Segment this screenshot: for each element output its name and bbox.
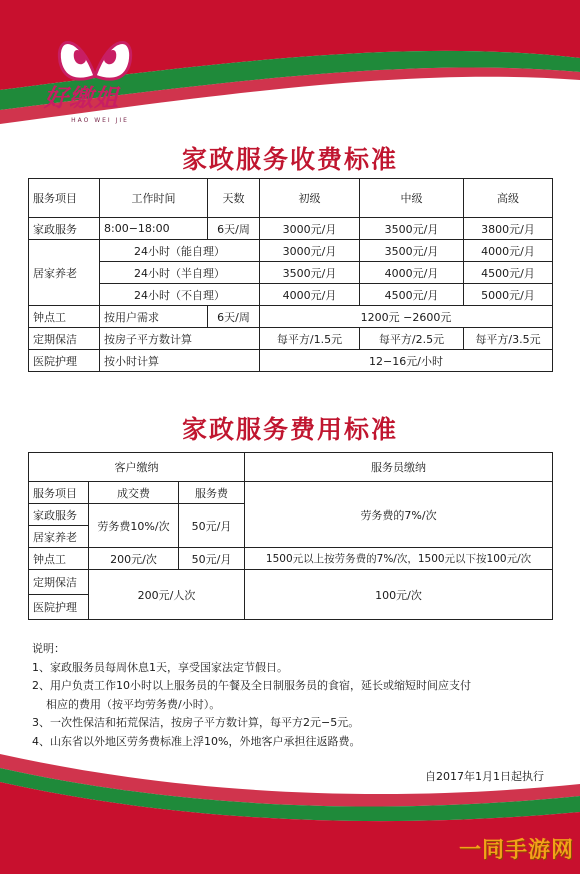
subheader-service-item: 服务项目 [29, 482, 89, 504]
header-service-item: 服务项目 [29, 179, 100, 218]
table-row [29, 218, 553, 240]
cell-item: 医院护理 [29, 350, 100, 372]
cell-price-senior: 4000元/月 [464, 240, 553, 262]
header-senior: 高级 [464, 179, 553, 218]
header-junior: 初级 [260, 179, 360, 218]
cell-price-junior: 3000元/月 [260, 218, 360, 240]
cell-price-junior: 3000元/月 [260, 240, 360, 262]
cell-price-range: 12−16元/小时 [260, 350, 553, 372]
cell-price-middle: 每平方/2.5元 [360, 328, 464, 350]
cell-item: 居家养老 [29, 526, 89, 548]
cell-item: 居家养老 [29, 240, 100, 306]
cell-item: 家政服务 [29, 218, 100, 240]
notes-heading: 说明： [32, 642, 65, 655]
subheader-service-fee: 服务费 [179, 482, 245, 504]
cell-price-middle: 4000元/月 [360, 262, 464, 284]
cell-staff-fee: 100元/次 [245, 570, 553, 620]
table-row [29, 262, 553, 284]
fee-standard-table [28, 178, 553, 372]
note-item: 3、一次性保洁和拓荒保洁，按房子平方数计算，每平方2元−5元。 [32, 716, 360, 729]
cell-days: 6天/周 [208, 306, 260, 328]
cell-price-middle: 3500元/月 [360, 218, 464, 240]
note-item: 4、山东省以外地区劳务费标准上浮10%，外地客户承担往返路费。 [32, 734, 361, 748]
subheader-deal-fee: 成交费 [89, 482, 179, 504]
effective-date: 自2017年1月1日起执行 [425, 770, 544, 783]
cell-time: 24小时（半自理） [100, 262, 260, 284]
note-item: 1、家政服务员每周休息1天，享受国家法定节假日。 [32, 660, 288, 674]
cell-price-junior: 每平方/1.5元 [260, 328, 360, 350]
cell-price-senior: 3800元/月 [464, 218, 553, 240]
cell-item: 家政服务 [29, 504, 89, 526]
cell-time: 按房子平方数计算 [100, 328, 260, 350]
table-row [29, 284, 553, 306]
service-fee-title: 家政服务费用标准 [181, 415, 398, 444]
cell-item: 医院护理 [29, 595, 89, 620]
header-middle: 中级 [360, 179, 464, 218]
brand-name: 好缴姐 [44, 83, 119, 112]
cell-service-fee: 50元/月 [179, 504, 245, 548]
cell-time: 24小时（不自理） [100, 284, 260, 306]
cell-time: 按用户需求 [100, 306, 208, 328]
cell-price-senior: 4500元/月 [464, 262, 553, 284]
table-row [29, 350, 553, 372]
cell-deal-fee: 劳务费10%/次 [89, 504, 179, 548]
table-row [29, 240, 553, 262]
cell-item: 钟点工 [29, 306, 100, 328]
cell-price-senior: 每平方/3.5元 [464, 328, 553, 350]
cell-staff-fee: 劳务费的7%/次 [245, 482, 553, 548]
table-row [29, 482, 553, 504]
watermark-text: 一同手游网 [458, 838, 574, 863]
service-fee-table [28, 452, 553, 620]
staff-pay-header: 服务员缴纳 [245, 453, 553, 482]
cell-price-middle: 3500元/月 [360, 240, 464, 262]
cell-deal-fee: 200元/人次 [89, 570, 245, 620]
header-days: 天数 [208, 179, 260, 218]
table-row [29, 306, 553, 328]
cell-days: 6天/周 [208, 218, 260, 240]
cell-price-middle: 4500元/月 [360, 284, 464, 306]
note-item: 相应的费用（按平均劳务费/小时）。 [46, 697, 221, 711]
cell-item: 定期保洁 [29, 328, 100, 350]
cell-staff-fee: 1500元以上按劳务费的7%/次，1500元以下按100元/次 [245, 548, 553, 570]
table-row [29, 548, 553, 570]
fee-standard-title: 家政服务收费标准 [181, 145, 398, 174]
brand-pinyin: HAO WEI JIE [71, 117, 129, 124]
cell-price-senior: 5000元/月 [464, 284, 553, 306]
cell-price-junior: 3500元/月 [260, 262, 360, 284]
cell-price-range: 1200元 −2600元 [260, 306, 553, 328]
cell-service-fee: 50元/月 [179, 548, 245, 570]
table-row [29, 570, 553, 595]
cell-item: 钟点工 [29, 548, 89, 570]
cell-time: 按小时计算 [100, 350, 260, 372]
cell-price-junior: 4000元/月 [260, 284, 360, 306]
cell-time: 24小时（能自理） [100, 240, 260, 262]
note-item: 2、用户负责工作10小时以上服务员的午餐及全日制服务员的食宿，延长或缩短时间应支付 [32, 679, 471, 692]
cell-item: 定期保洁 [29, 570, 89, 595]
header-work-time: 工作时间 [100, 179, 208, 218]
cell-deal-fee: 200元/次 [89, 548, 179, 570]
cell-time: 8:00−18:00 [100, 218, 208, 240]
table-row [29, 328, 553, 350]
client-pay-header: 客户缴纳 [29, 453, 245, 482]
